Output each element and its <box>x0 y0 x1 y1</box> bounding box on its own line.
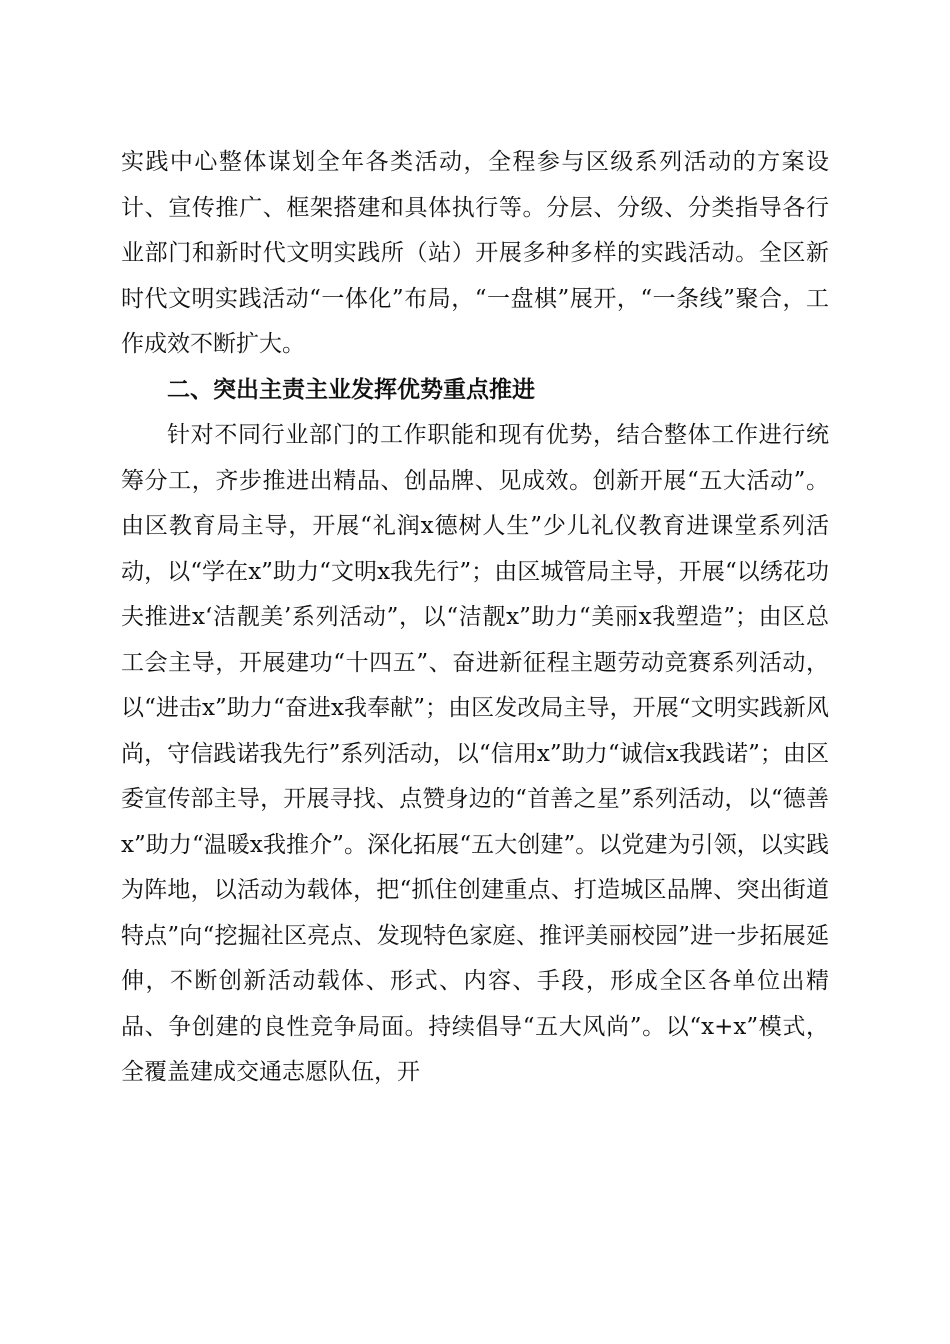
document-body <box>121 140 829 1096</box>
paragraph-section-2: 针对不同行业部门的工作职能和现有优势，结合整体工作进行统筹分工，齐步推进出精品、创品牌、见成效。创新开展“五大活动”。由区教育局主导，开展“礼润x德树人生”少儿礼仪教育进课堂系列活动，以“学在x”助力“文明x我先行”；由区城管局主导，开展“以绣花功夫推进x‘洁靓美’系列活动”，以“洁靓x”助力“美丽x我塑造”；由区总工会主导，开展建功“十四五”、奋进新征程主题劳动竞赛系列活动，以“进击x”助力“奋进x我奉献”；由区发改局主导，开展“文明实践新风尚，守信践诺我先行”系列活动，以“信用x”助力“诚信x我践诺”；由区委宣传部主导，开展寻找、点赞身边的“首善之星”系列活动，以“德善x”助力“温暖x我推介”。深化拓展“五大创建”。以党建为引领，以实践为阵地，以活动为载体，把“抓住创建重点、打造城区品牌、突出街道特点”向“挖掘社区亮点、发现特色家庭、推评美丽校园”进一步拓展延伸，不断创新活动载体、形式、内容、手段，形成全区各单位出精品、争创建的良性竞争局面。持续倡导“五大风尚”。以“x+x”模式，全覆盖建成交通志愿队伍，开 <box>121 422 829 1085</box>
paragraph-continuation: 实践中心整体谋划全年各类活动，全程参与区级系列活动的方案设计、宣传推广、框架搭建和具体执行等。分层、分级、分类指导各行业部门和新时代文明实践所（站）开展多种多样的实践活动。全区新时代文明实践活动“一体化”布局，“一盘棋”展开，“一条线”聚合，工作成效不断扩大。 <box>121 149 829 357</box>
section-heading: 二、突出主责主业发挥优势重点推进 <box>167 376 535 403</box>
